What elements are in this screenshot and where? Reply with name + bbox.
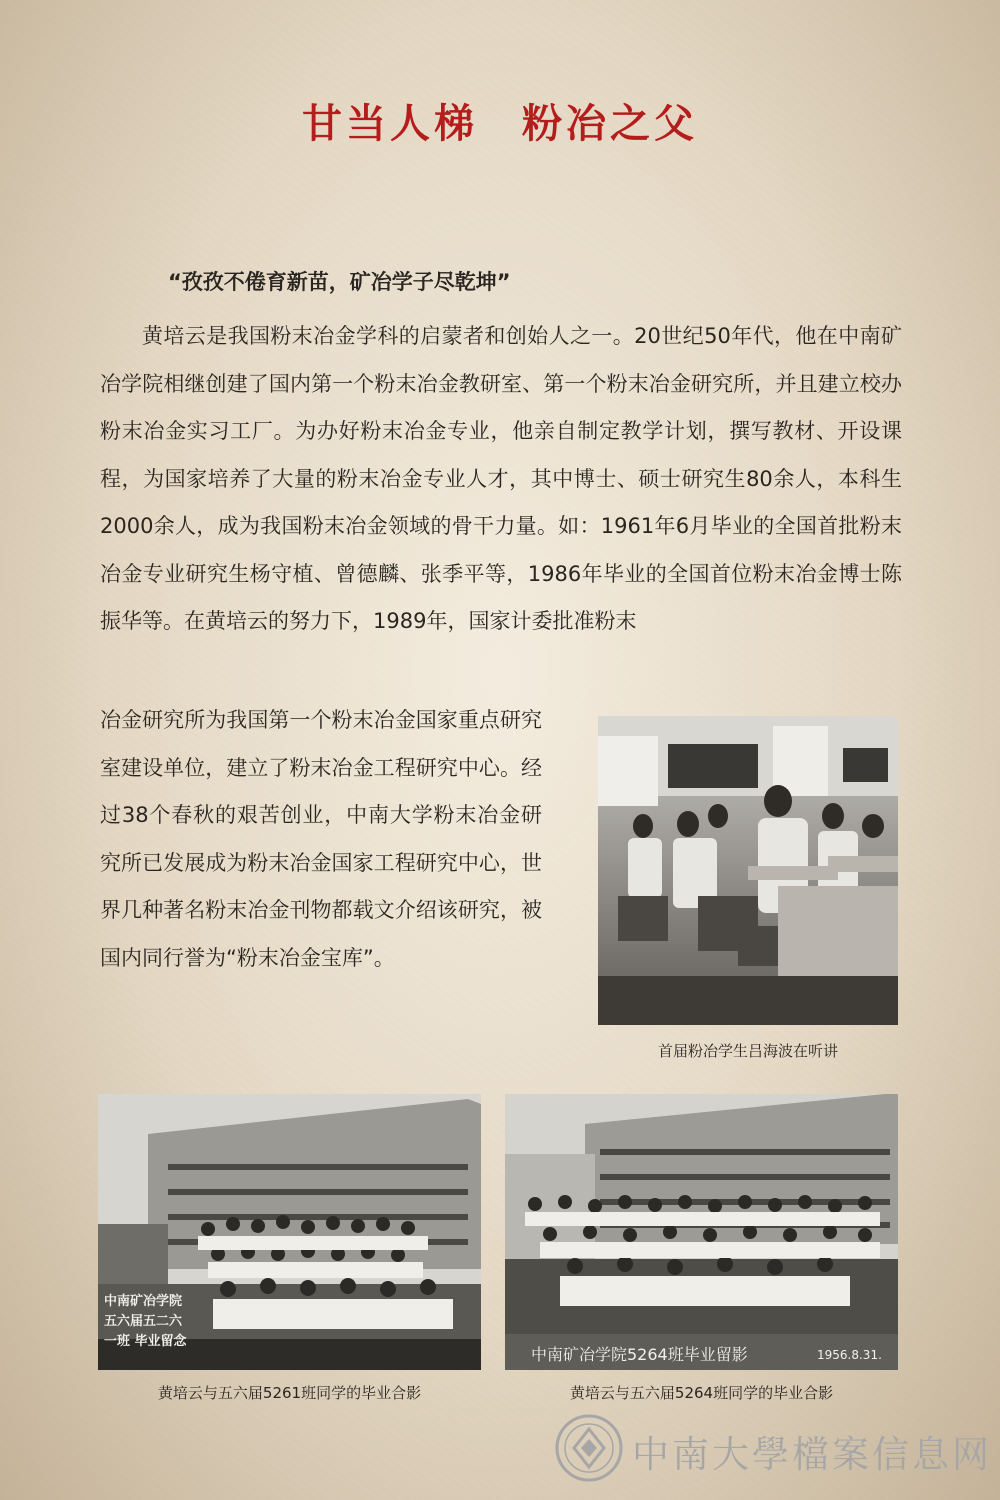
graduation-photo-5261-inscription: 中南矿冶学院 五六届五二六一班 毕业留念 bbox=[104, 1294, 187, 1349]
graduation-photo-5264-inscription: 中南矿冶学院5264班毕业留影 bbox=[531, 1345, 748, 1364]
classroom-photo-caption: 首届粉冶学生吕海波在听讲 bbox=[657, 1042, 838, 1060]
graduation-photo-5264-caption: 黄培云与五六届5264班同学的毕业合影 bbox=[569, 1384, 834, 1402]
classroom-photo bbox=[598, 716, 898, 1025]
section-subtitle: “孜孜不倦育新苗，矿冶学子尽乾坤” bbox=[168, 270, 511, 294]
graduation-photo-5264 bbox=[505, 1094, 898, 1370]
graduation-photo-5264-date: 1956.8.31. bbox=[817, 1348, 882, 1362]
page-title: 甘当人梯 粉冶之父 bbox=[302, 101, 698, 147]
footer-logo bbox=[552, 1412, 992, 1484]
graduation-photo-5261 bbox=[98, 1094, 481, 1370]
graduation-photo-5261-caption: 黄培云与五六届5261班同学的毕业合影 bbox=[157, 1384, 422, 1402]
body-paragraph-bottom: 冶金研究所为我国第一个粉末冶金国家重点研究室建设单位，建立了粉末冶金工程研究中心。经过38个春秋的艰苦创业，中南大学粉末冶金研究所已发展成为粉末冶金国家工程研究中心，世界几种著名粉末冶金刊物都载文介绍该研究，被国内同行誉为“粉末冶金宝库”。 bbox=[100, 708, 542, 970]
body-paragraph-top: 黄培云是我国粉末冶金学科的启蒙者和创始人之一。20世纪50年代，他在中南矿冶学院相继创建了国内第一个粉末冶金教研室、第一个粉末冶金研究所，并且建立校办粉末冶金实习工厂。为办好粉末冶金专业，他亲自制定教学计划，撰写教材、开设课程，为国家培养了大量的粉末冶金专业人才，其中博士、硕士研究生80余人，本科生2000余人，成为我国粉末冶金领域的骨干力量。如：1961年6月毕业的全国首批粉末冶金专业研究生杨守植、曾德麟、张季平等，1986年毕业的全国首位粉末冶金博士陈振华等。在黄培云的努力下，1989年，国家计委批准粉末 bbox=[100, 324, 902, 633]
classroom-photo-image bbox=[598, 716, 898, 1025]
university-seal-icon bbox=[554, 1413, 624, 1483]
graduation-photo-5264-image bbox=[505, 1094, 898, 1370]
footer-logo-text: 中南大學檔案信息网 bbox=[632, 1433, 992, 1476]
